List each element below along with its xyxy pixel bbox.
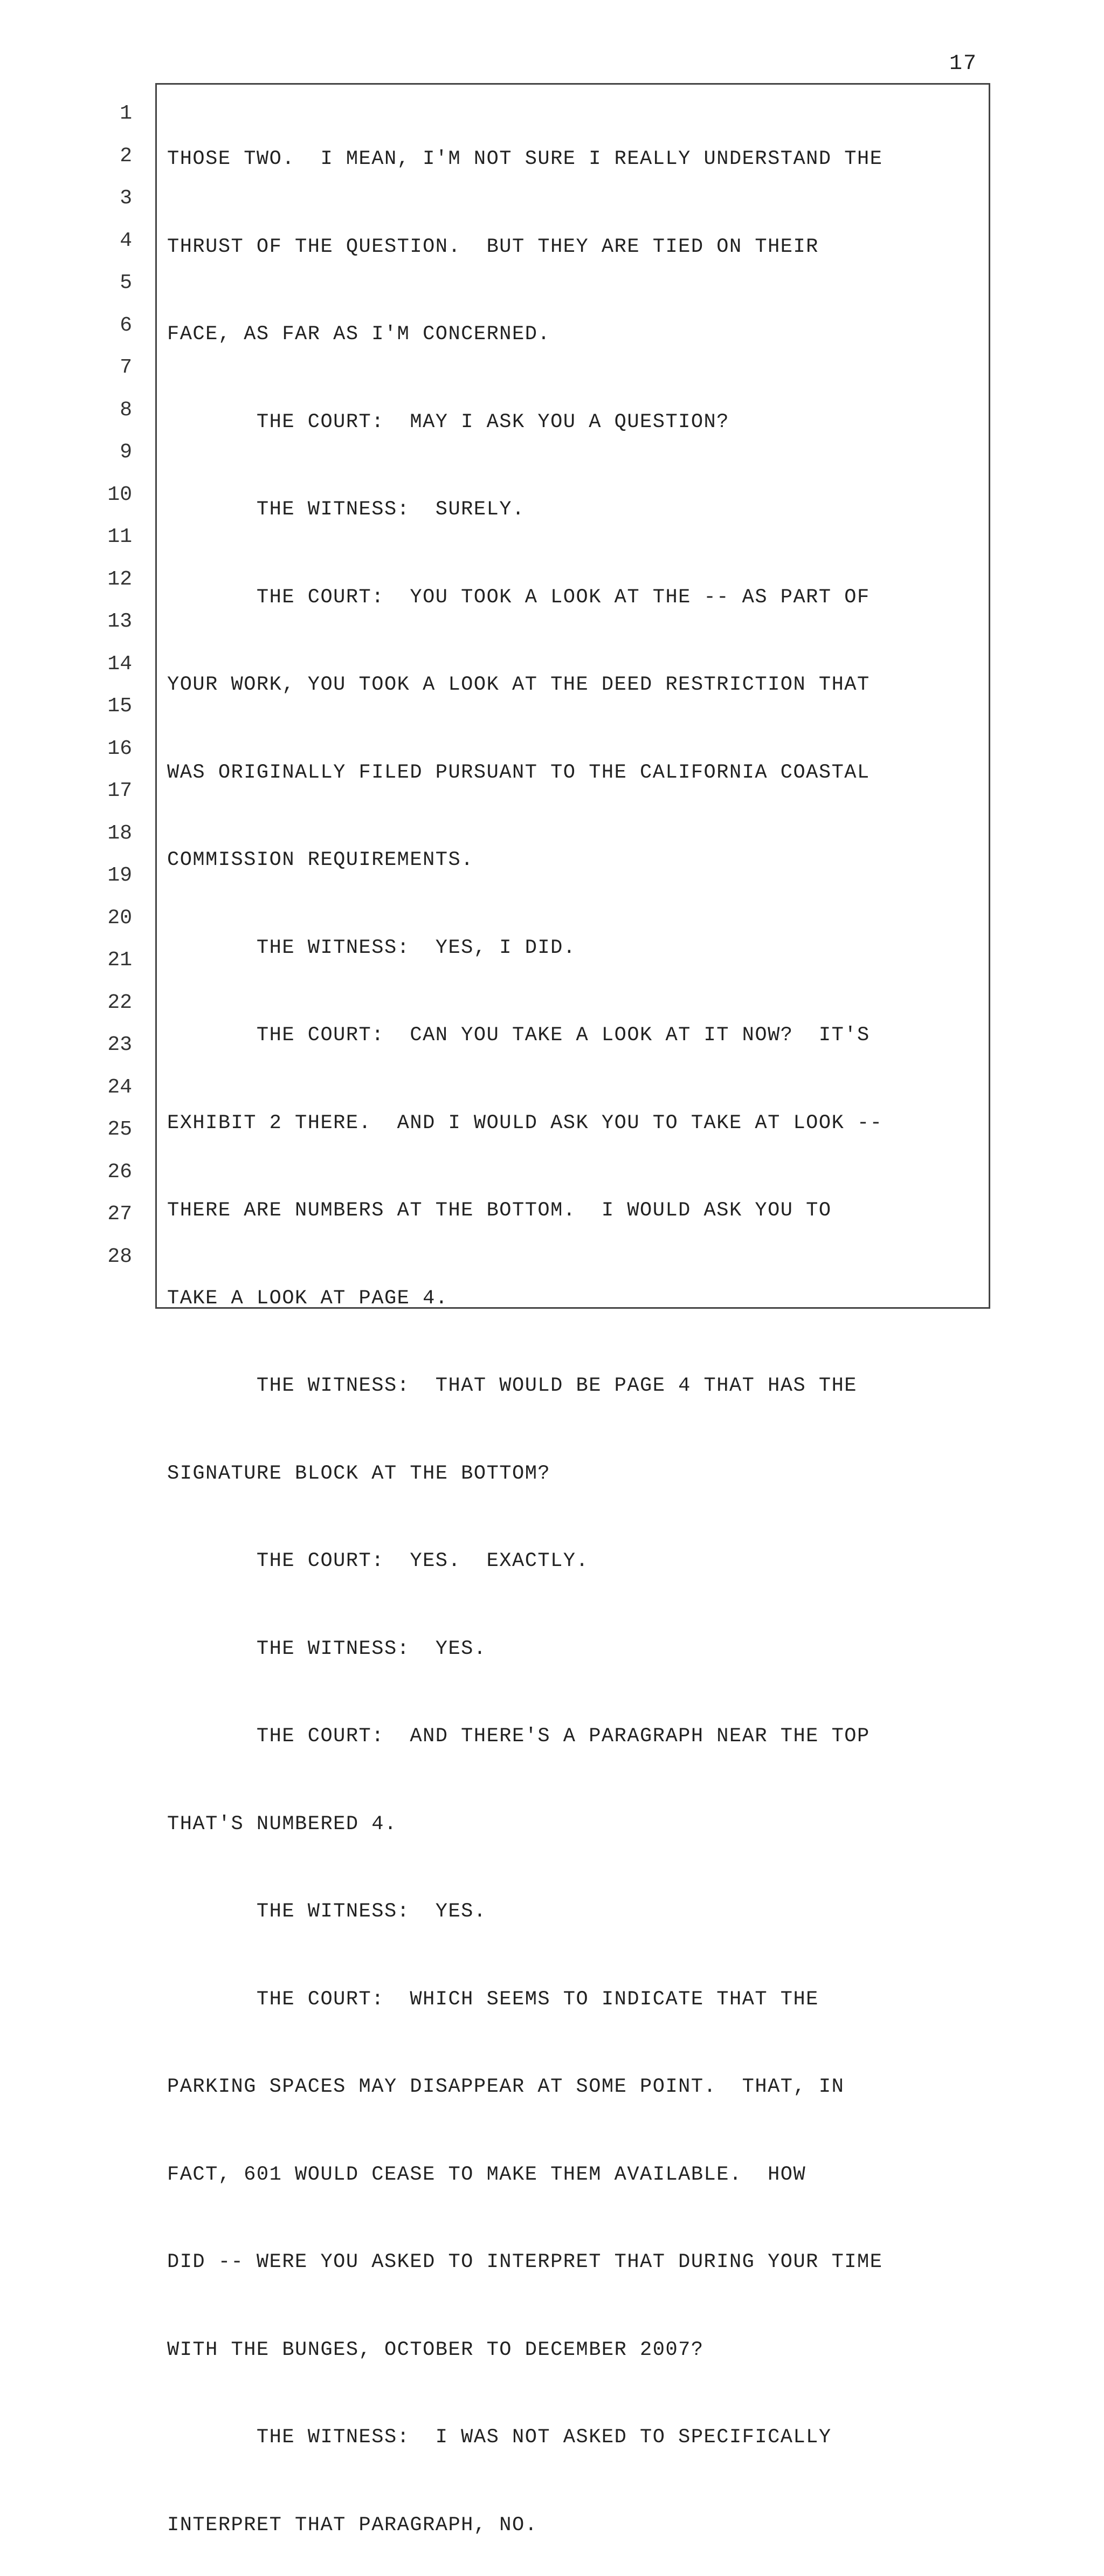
- line-number: 27: [107, 1203, 132, 1226]
- line-number: 12: [107, 567, 132, 591]
- line-number: 22: [107, 991, 132, 1014]
- line-number: 16: [107, 737, 132, 760]
- transcript-line: THE COURT: YES. EXACTLY.: [167, 1550, 589, 1572]
- transcript-line: THAT'S NUMBERED 4.: [167, 1812, 397, 1836]
- line-number: 10: [107, 483, 132, 506]
- line-number: 26: [107, 1160, 132, 1184]
- transcript-line: THE WITNESS: YES, I DID.: [167, 936, 576, 959]
- line-number: 7: [120, 356, 132, 379]
- transcript-line: INTERPRET THAT PARAGRAPH, NO.: [167, 2513, 538, 2537]
- transcript-line: THE COURT: CAN YOU TAKE A LOOK AT IT NOW? IT'S: [167, 1024, 870, 1047]
- transcript-line: THE WITNESS: YES.: [167, 1637, 487, 1660]
- line-number: 19: [107, 864, 132, 887]
- line-number: 6: [120, 313, 132, 337]
- line-number: 20: [107, 906, 132, 930]
- transcript-line: THE WITNESS: I WAS NOT ASKED TO SPECIFICALLY: [167, 2426, 832, 2449]
- transcript-line: THE COURT: WHICH SEEMS TO INDICATE THAT THE: [167, 1988, 819, 2011]
- transcript-line: THRUST OF THE QUESTION. BUT THEY ARE TIED ON THEIR: [167, 235, 819, 258]
- line-number: 21: [107, 949, 132, 972]
- transcript-line: COMMISSION REQUIREMENTS.: [167, 849, 474, 871]
- transcript-text: [167, 100, 986, 2576]
- line-number: 18: [107, 821, 132, 845]
- transcript-line: FACE, AS FAR AS I'M CONCERNED.: [167, 323, 551, 346]
- line-number: 8: [120, 398, 132, 422]
- transcript-line: THE WITNESS: THAT WOULD BE PAGE 4 THAT HAS THE: [167, 1375, 857, 1397]
- line-number: 14: [107, 652, 132, 676]
- transcript-line: TAKE A LOOK AT PAGE 4.: [167, 1287, 448, 1310]
- transcript-line: WITH THE BUNGES, OCTOBER TO DECEMBER 2007?: [167, 2338, 704, 2361]
- line-number: 11: [107, 525, 132, 548]
- line-number: 28: [107, 1245, 132, 1268]
- transcript-line: EXHIBIT 2 THERE. AND I WOULD ASK YOU TO TAKE AT LOOK --: [167, 1111, 883, 1135]
- line-number: 25: [107, 1118, 132, 1141]
- line-number-column: [102, 100, 132, 1285]
- transcript-line: THE COURT: MAY I ASK YOU A QUESTION?: [167, 410, 729, 434]
- transcript-line: PARKING SPACES MAY DISAPPEAR AT SOME POINT. THAT, IN: [167, 2076, 845, 2098]
- line-number: 1: [120, 102, 132, 125]
- transcript-line: THOSE TWO. I MEAN, I'M NOT SURE I REALLY UNDERSTAND THE: [167, 148, 883, 170]
- transcript-line: FACT, 601 WOULD CEASE TO MAKE THEM AVAILABLE. HOW: [167, 2163, 806, 2186]
- transcript-line: WAS ORIGINALLY FILED PURSUANT TO THE CALIFORNIA COASTAL: [167, 761, 870, 784]
- transcript-line: SIGNATURE BLOCK AT THE BOTTOM?: [167, 1462, 551, 1485]
- line-number: 5: [120, 271, 132, 294]
- line-number: 24: [107, 1075, 132, 1099]
- line-number: 4: [120, 229, 132, 252]
- line-number: 2: [120, 144, 132, 168]
- transcript-line: DID -- WERE YOU ASKED TO INTERPRET THAT DURING YOUR TIME: [167, 2251, 883, 2273]
- line-number: 17: [107, 779, 132, 802]
- transcript-line: THE WITNESS: YES.: [167, 1900, 487, 1923]
- line-number: 15: [107, 695, 132, 718]
- line-number: 13: [107, 610, 132, 633]
- transcript-line: YOUR WORK, YOU TOOK A LOOK AT THE DEED RESTRICTION THAT: [167, 674, 870, 696]
- line-number: 9: [120, 441, 132, 464]
- transcript-line: THE COURT: AND THERE'S A PARAGRAPH NEAR THE TOP: [167, 1725, 870, 1748]
- line-number: 3: [120, 187, 132, 210]
- transcript-line: THE COURT: YOU TOOK A LOOK AT THE -- AS PART OF: [167, 586, 870, 609]
- transcript-line: THE WITNESS: SURELY.: [167, 498, 525, 521]
- page-number: 17: [949, 52, 977, 76]
- transcript-line: THERE ARE NUMBERS AT THE BOTTOM. I WOULD ASK YOU TO: [167, 1199, 832, 1222]
- line-number: 23: [107, 1033, 132, 1056]
